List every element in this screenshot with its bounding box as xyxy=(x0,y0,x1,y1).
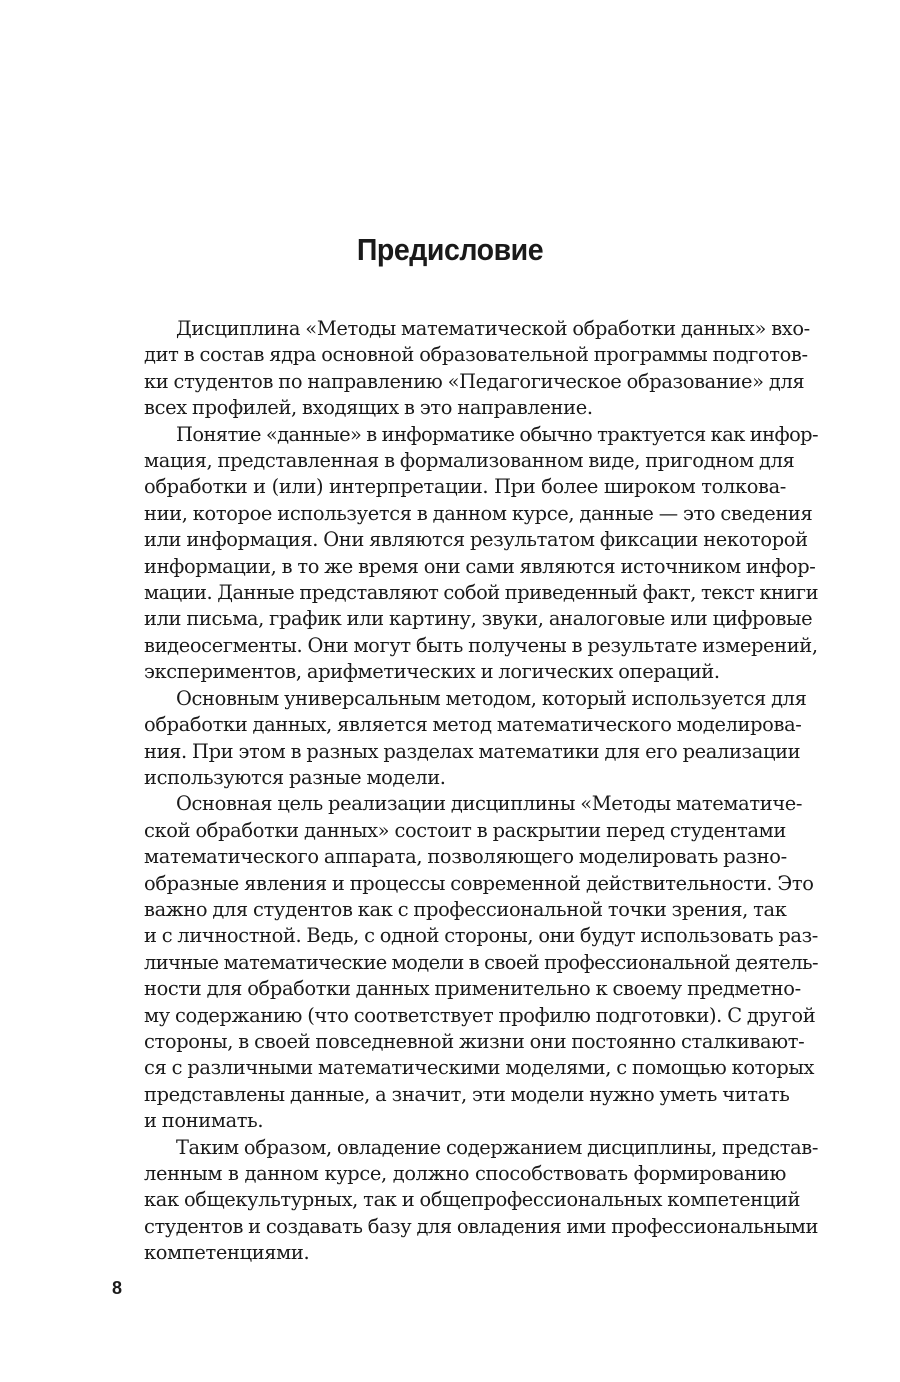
text-line: мация, представленная в формализованном виде, пригодном для xyxy=(144,449,795,473)
text-line: и понимать. xyxy=(144,1109,264,1133)
text-line: ния. При этом в разных разделах математики для его реализации xyxy=(144,739,801,763)
text-line: экспериментов, арифметических и логических операций. xyxy=(144,660,720,684)
text-line: математического аппарата, позволяющего моделировать разно- xyxy=(144,845,787,869)
text-line: ся с различными математическими моделями, с помощью которых xyxy=(144,1056,815,1080)
page-title: Предисловие xyxy=(356,232,544,267)
paragraph xyxy=(112,686,807,792)
text-line: мации. Данные представляют собой приведенный факт, текст книги xyxy=(144,581,818,605)
page-number: 8 xyxy=(112,1278,123,1298)
text-line: Основная цель реализации дисциплины «Методы математиче- xyxy=(176,792,803,816)
text-line: Понятие «данные» в информатике обычно трактуется как инфор- xyxy=(176,422,818,446)
text-line: ской обработки данных» состоит в раскрытии перед студентами xyxy=(144,818,786,842)
paragraph xyxy=(112,791,818,1134)
text-line: обработки данных, является метод математического моделирова- xyxy=(144,713,802,737)
text-line: и с личностной. Ведь, с одной стороны, они будут использовать раз- xyxy=(144,924,818,948)
text-line: личные математические модели в своей профессиональной деятель- xyxy=(144,950,818,974)
text-line: ности для обработки данных применительно к своему предметно- xyxy=(144,977,801,1001)
paragraph xyxy=(112,1135,818,1267)
text-line: нии, которое используется в данном курсе, данные — это сведения xyxy=(144,501,813,525)
text-line: всех профилей, входящих в это направление. xyxy=(144,396,593,420)
text-line: информации, в то же время они сами являются источником инфор- xyxy=(144,554,816,578)
text-line: используются разные модели. xyxy=(144,765,446,789)
text-line: дит в состав ядра основной образовательной программы подготов- xyxy=(144,343,808,367)
text-line: обработки и (или) интерпретации. При более широком толкова- xyxy=(144,475,786,499)
text-line: му содержанию (что соответствует профилю подготовки). С другой xyxy=(144,1003,816,1027)
text-line: как общекультурных, так и общепрофессиональных компетенций xyxy=(144,1188,801,1212)
text-line: Основным универсальным методом, который используется для xyxy=(176,686,807,710)
text-line: образные явления и процессы современной действительности. Это xyxy=(144,871,814,895)
text-line: Дисциплина «Методы математической обработки данных» вхо- xyxy=(176,317,810,340)
paragraph xyxy=(112,422,818,686)
text-line: компетенциями. xyxy=(144,1241,310,1265)
text-line: Таким образом, овладение содержанием дисциплины, представ- xyxy=(176,1135,818,1159)
text-line: важно для студентов как с профессиональной точки зрения, так xyxy=(144,897,787,921)
paragraph xyxy=(112,316,810,422)
text-line: ленным в данном курсе, должно способствовать формированию xyxy=(144,1162,786,1185)
text-line: стороны, в своей повседневной жизни они постоянно сталкивают- xyxy=(144,1029,805,1053)
text-line: или информация. Они являются результатом фиксации некоторой xyxy=(144,528,808,552)
text-line: студентов и создавать базу для овладения ими профессиональными xyxy=(144,1214,818,1238)
text-line: представлены данные, а значит, эти модели нужно уметь читать xyxy=(144,1082,790,1106)
text-line: видеосегменты. Они могут быть получены в результате измерений, xyxy=(144,633,818,657)
text-line: ки студентов по направлению «Педагогическое образование» для xyxy=(144,369,805,393)
body-text xyxy=(112,316,818,1267)
text-line: или письма, график или картину, звуки, аналоговые или цифровые xyxy=(144,607,813,631)
